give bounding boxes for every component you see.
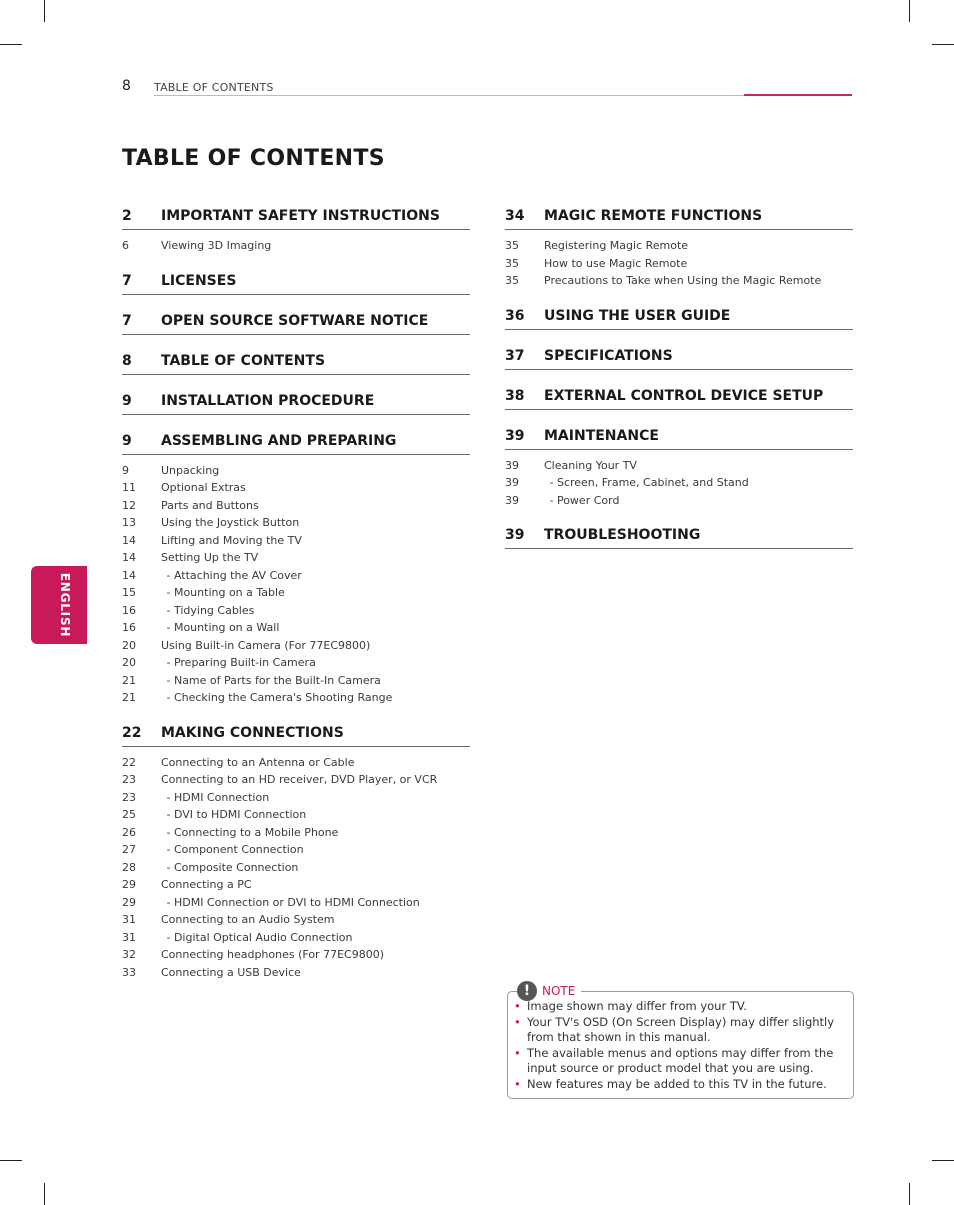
language-tab bbox=[31, 566, 87, 644]
entry-title: Connecting a PC bbox=[161, 878, 252, 891]
crop-mark bbox=[909, 0, 910, 22]
toc-entry[interactable] bbox=[122, 689, 470, 707]
toc-entry[interactable] bbox=[505, 237, 853, 255]
toc-section-heading[interactable] bbox=[505, 348, 853, 370]
toc-entry[interactable] bbox=[122, 514, 470, 532]
entry-page-number: 35 bbox=[505, 274, 519, 287]
entry-title: - HDMI Connection bbox=[163, 790, 270, 804]
entry-title: Lifting and Moving the TV bbox=[161, 533, 302, 547]
toc-section-heading[interactable] bbox=[122, 433, 470, 455]
toc-entry[interactable] bbox=[122, 964, 470, 982]
entry-page-number: 16 bbox=[122, 621, 136, 634]
toc-entry[interactable] bbox=[122, 567, 470, 585]
note-item: • Image shown may differ from your TV. bbox=[514, 999, 844, 1015]
entry-page-number: 23 bbox=[122, 773, 136, 786]
entry-page-number: 29 bbox=[122, 878, 136, 891]
entry-page-number: 14 bbox=[122, 551, 136, 564]
section-page-number: 38 bbox=[505, 387, 525, 404]
crop-mark bbox=[0, 44, 22, 45]
toc-section bbox=[122, 353, 470, 375]
section-page-number: 2 bbox=[122, 208, 132, 224]
toc-section-heading[interactable] bbox=[122, 725, 470, 747]
entry-title: Viewing 3D Imaging bbox=[161, 239, 272, 252]
section-title: SPECIFICATIONS bbox=[544, 347, 673, 364]
toc-right-column bbox=[505, 208, 853, 567]
note-header bbox=[517, 981, 581, 1001]
entry-page-number: 29 bbox=[122, 895, 136, 909]
toc-entry[interactable] bbox=[122, 497, 470, 515]
toc-entry[interactable] bbox=[122, 841, 470, 859]
entry-page-number: 32 bbox=[122, 948, 136, 961]
toc-entry-list bbox=[505, 237, 853, 290]
entry-title: Connecting to an HD receiver, DVD Player, or VCR bbox=[161, 773, 438, 786]
entry-page-number: 31 bbox=[122, 913, 136, 926]
toc-entry[interactable] bbox=[122, 929, 470, 947]
toc-section-heading[interactable] bbox=[505, 308, 853, 330]
entry-title: - Composite Connection bbox=[163, 860, 299, 874]
toc-section bbox=[122, 433, 470, 707]
section-title: MAGIC REMOTE FUNCTIONS bbox=[544, 208, 763, 224]
toc-entry[interactable] bbox=[122, 637, 470, 655]
toc-left-column bbox=[122, 208, 470, 999]
entry-page-number: 9 bbox=[122, 463, 129, 477]
toc-entry[interactable] bbox=[122, 806, 470, 824]
toc-entry[interactable] bbox=[122, 584, 470, 602]
section-title: TROUBLESHOOTING bbox=[544, 527, 701, 543]
entry-title: Parts and Buttons bbox=[161, 498, 259, 512]
toc-entry[interactable] bbox=[122, 479, 470, 497]
entry-page-number: 12 bbox=[122, 498, 136, 512]
entry-page-number: 26 bbox=[122, 825, 136, 839]
toc-section bbox=[122, 313, 470, 335]
entry-title: Connecting a USB Device bbox=[161, 965, 301, 979]
crop-mark bbox=[44, 1183, 45, 1205]
entry-page-number: 28 bbox=[122, 860, 136, 874]
toc-section bbox=[505, 388, 853, 410]
toc-entry[interactable] bbox=[122, 911, 470, 929]
toc-section bbox=[505, 348, 853, 370]
entry-page-number: 39 bbox=[505, 476, 519, 489]
crop-mark bbox=[0, 1160, 22, 1161]
section-page-number: 9 bbox=[122, 432, 132, 449]
crop-mark bbox=[932, 1160, 954, 1161]
entry-page-number: 13 bbox=[122, 516, 136, 529]
section-page-number: 9 bbox=[122, 392, 132, 409]
toc-entry[interactable] bbox=[122, 771, 470, 789]
toc-entry[interactable] bbox=[505, 474, 853, 492]
header-label: TABLE OF CONTENTS bbox=[154, 81, 274, 94]
toc-entry-list bbox=[505, 457, 853, 510]
toc-entry[interactable] bbox=[122, 876, 470, 894]
toc-section bbox=[122, 393, 470, 415]
page-title: TABLE OF CONTENTS bbox=[122, 146, 385, 171]
toc-entry[interactable] bbox=[122, 789, 470, 807]
entry-page-number: 21 bbox=[122, 673, 136, 687]
section-title: LICENSES bbox=[161, 272, 237, 289]
entry-page-number: 35 bbox=[505, 256, 519, 270]
section-page-number: 36 bbox=[505, 307, 525, 324]
toc-entry[interactable] bbox=[122, 462, 470, 480]
toc-section bbox=[505, 527, 853, 549]
entry-page-number: 20 bbox=[122, 656, 136, 669]
running-header bbox=[122, 78, 852, 98]
section-title: MAKING CONNECTIONS bbox=[161, 724, 344, 741]
entry-page-number: 39 bbox=[505, 458, 519, 472]
entry-title: Optional Extras bbox=[161, 481, 246, 494]
toc-section bbox=[122, 208, 470, 255]
toc-entry-list bbox=[122, 754, 470, 982]
entry-title: Cleaning Your TV bbox=[544, 458, 637, 472]
section-title: ASSEMBLING AND PREPARING bbox=[161, 432, 397, 449]
entry-page-number: 21 bbox=[122, 691, 136, 704]
toc-section-heading[interactable] bbox=[122, 393, 470, 415]
toc-section bbox=[122, 725, 470, 982]
section-page-number: 34 bbox=[505, 208, 525, 224]
toc-entry[interactable] bbox=[122, 946, 470, 964]
toc-entry[interactable] bbox=[122, 894, 470, 912]
section-page-number: 22 bbox=[122, 724, 142, 741]
toc-section bbox=[122, 273, 470, 295]
section-page-number: 7 bbox=[122, 272, 132, 289]
entry-title: - Mounting on a Wall bbox=[163, 621, 280, 634]
entry-page-number: 27 bbox=[122, 843, 136, 856]
entry-title: Using the Joystick Button bbox=[161, 516, 300, 529]
section-page-number: 7 bbox=[122, 312, 132, 329]
toc-section-heading[interactable] bbox=[122, 273, 470, 295]
note-label: NOTE bbox=[542, 984, 576, 998]
section-title: OPEN SOURCE SOFTWARE NOTICE bbox=[161, 312, 429, 329]
toc-entry[interactable] bbox=[122, 619, 470, 637]
entry-title: - Checking the Camera's Shooting Range bbox=[163, 691, 393, 704]
entry-title: Unpacking bbox=[161, 463, 220, 477]
exclamation-icon: ! bbox=[517, 981, 537, 1001]
entry-title: - Mounting on a Table bbox=[163, 586, 285, 599]
entry-page-number: 25 bbox=[122, 808, 136, 821]
entry-title: - Component Connection bbox=[163, 843, 304, 856]
entry-title: - Connecting to a Mobile Phone bbox=[163, 825, 339, 839]
section-page-number: 39 bbox=[505, 427, 525, 444]
section-title: EXTERNAL CONTROL DEVICE SETUP bbox=[544, 387, 824, 404]
entry-title: - HDMI Connection or DVI to HDMI Connection bbox=[163, 895, 420, 909]
entry-page-number: 33 bbox=[122, 965, 136, 979]
entry-title: Using Built-in Camera (For 77EC9800) bbox=[161, 638, 371, 652]
entry-title: Setting Up the TV bbox=[161, 551, 259, 564]
entry-title: Precautions to Take when Using the Magic Remote bbox=[544, 274, 822, 287]
section-title: USING THE USER GUIDE bbox=[544, 307, 731, 324]
entry-title: Connecting headphones (For 77EC9800) bbox=[161, 948, 384, 961]
header-accent-rule bbox=[744, 94, 852, 96]
entry-title: - DVI to HDMI Connection bbox=[163, 808, 307, 821]
toc-section-heading[interactable] bbox=[122, 313, 470, 335]
entry-page-number: 16 bbox=[122, 603, 136, 617]
toc-section-heading[interactable] bbox=[505, 208, 853, 230]
toc-entry[interactable] bbox=[122, 549, 470, 567]
entry-title: - Preparing Built-in Camera bbox=[163, 656, 316, 669]
toc-entry[interactable] bbox=[122, 654, 470, 672]
toc-entry[interactable] bbox=[122, 532, 470, 550]
toc-entry[interactable] bbox=[505, 255, 853, 273]
toc-section-heading[interactable] bbox=[505, 428, 853, 450]
section-page-number: 37 bbox=[505, 347, 525, 364]
entry-title: Registering Magic Remote bbox=[544, 239, 689, 252]
toc-section-heading[interactable] bbox=[122, 208, 470, 230]
entry-page-number: 20 bbox=[122, 638, 136, 652]
toc-entry[interactable] bbox=[122, 237, 470, 255]
entry-page-number: 11 bbox=[122, 481, 136, 494]
toc-section bbox=[505, 308, 853, 330]
toc-entry-list bbox=[122, 462, 470, 707]
toc-section-heading[interactable] bbox=[122, 353, 470, 375]
entry-title: - Name of Parts for the Built-In Camera bbox=[163, 673, 381, 687]
entry-title: - Digital Optical Audio Connection bbox=[163, 930, 353, 944]
section-title: IMPORTANT SAFETY INSTRUCTIONS bbox=[161, 208, 440, 224]
entry-title: Connecting to an Antenna or Cable bbox=[161, 755, 355, 769]
note-item: • New features may be added to this TV in the future. bbox=[514, 1077, 844, 1093]
language-tab-label: ENGLISH bbox=[58, 572, 72, 638]
toc-entry[interactable] bbox=[122, 754, 470, 772]
entry-page-number: 39 bbox=[505, 493, 519, 507]
note-item: • The available menus and options may differ from the input source or product model that you are using. bbox=[514, 1046, 844, 1077]
crop-mark bbox=[44, 0, 45, 22]
toc-entry[interactable] bbox=[122, 672, 470, 690]
note-item: • Your TV's OSD (On Screen Display) may differ slightly from that shown in this manual. bbox=[514, 1015, 844, 1046]
toc-section bbox=[505, 428, 853, 510]
section-page-number: 39 bbox=[505, 527, 525, 543]
entry-title: - Power Cord bbox=[546, 493, 620, 507]
toc-entry[interactable] bbox=[505, 457, 853, 475]
crop-mark bbox=[909, 1183, 910, 1205]
toc-section-heading[interactable] bbox=[505, 388, 853, 410]
entry-page-number: 14 bbox=[122, 533, 136, 547]
entry-page-number: 31 bbox=[122, 930, 136, 944]
entry-page-number: 15 bbox=[122, 586, 136, 599]
entry-page-number: 23 bbox=[122, 790, 136, 804]
entry-title: Connecting to an Audio System bbox=[161, 913, 335, 926]
toc-section bbox=[505, 208, 853, 290]
entry-page-number: 22 bbox=[122, 755, 136, 769]
header-page-number: 8 bbox=[122, 78, 131, 94]
entry-title: - Tidying Cables bbox=[163, 603, 255, 617]
toc-section-heading[interactable] bbox=[505, 527, 853, 549]
toc-entry[interactable] bbox=[122, 824, 470, 842]
entry-page-number: 35 bbox=[505, 239, 519, 252]
toc-entry[interactable] bbox=[505, 492, 853, 510]
crop-mark bbox=[932, 44, 954, 45]
section-page-number: 8 bbox=[122, 352, 132, 369]
entry-page-number: 14 bbox=[122, 568, 136, 582]
entry-title: How to use Magic Remote bbox=[544, 256, 688, 270]
entry-page-number: 6 bbox=[122, 239, 129, 252]
entry-title: - Screen, Frame, Cabinet, and Stand bbox=[546, 476, 749, 489]
section-title: TABLE OF CONTENTS bbox=[161, 352, 326, 369]
entry-title: - Attaching the AV Cover bbox=[163, 568, 302, 582]
section-title: MAINTENANCE bbox=[544, 427, 659, 444]
toc-entry[interactable] bbox=[505, 272, 853, 290]
toc-entry-list bbox=[122, 237, 470, 255]
toc-entry[interactable] bbox=[122, 859, 470, 877]
note-list bbox=[514, 999, 844, 1092]
section-title: INSTALLATION PROCEDURE bbox=[161, 392, 375, 409]
toc-entry[interactable] bbox=[122, 602, 470, 620]
